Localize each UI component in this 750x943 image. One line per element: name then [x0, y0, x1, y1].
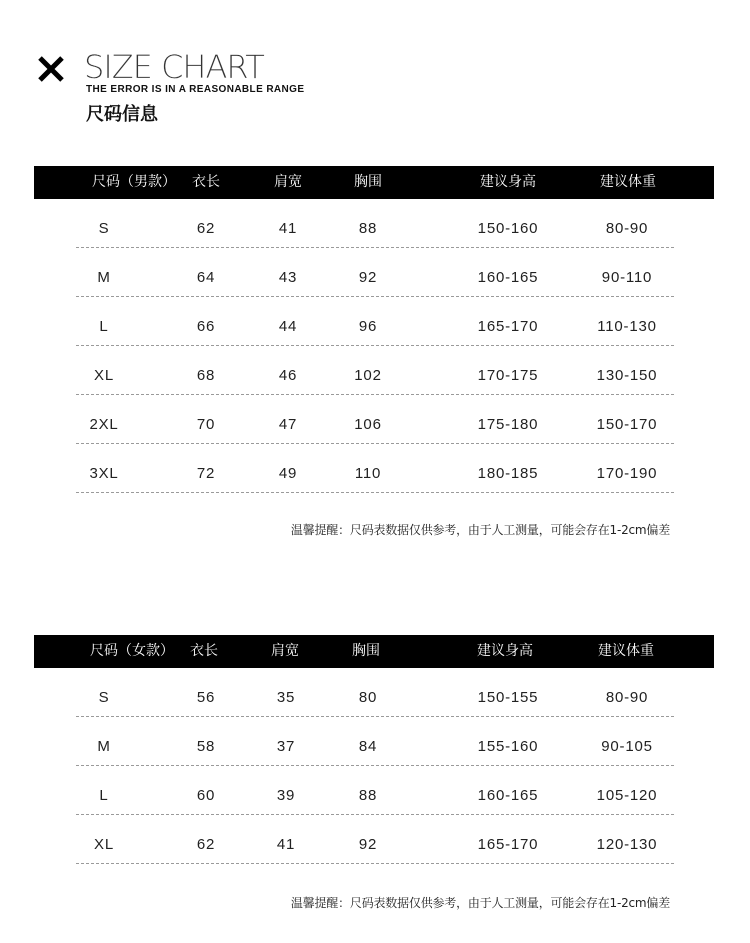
- height-cell: 165-170: [477, 318, 539, 335]
- table-row: [76, 815, 674, 864]
- size-cell: 2XL: [89, 416, 119, 433]
- column-header-size: 尺码（男款）: [92, 174, 176, 190]
- table-row: [76, 668, 674, 717]
- table-row: [76, 199, 674, 248]
- shoulder-cell: 41: [278, 220, 298, 237]
- size-cell: XL: [94, 367, 114, 384]
- column-header-height: 建议身高: [480, 174, 536, 190]
- shoulder-cell: 47: [278, 416, 298, 433]
- column-header-shoulder: 肩宽: [274, 174, 302, 190]
- height-cell: 160-165: [477, 269, 539, 286]
- size-cell: S: [98, 220, 110, 237]
- chest-cell: 84: [358, 738, 378, 755]
- column-header-length: 衣长: [192, 174, 220, 190]
- weight-cell: 150-170: [596, 416, 658, 433]
- column-header-weight: 建议体重: [598, 643, 654, 659]
- weight-cell: 90-105: [601, 738, 653, 755]
- size-cell: L: [99, 318, 109, 335]
- length-cell: 70: [196, 416, 216, 433]
- column-header-weight: 建议体重: [600, 174, 656, 190]
- women-table-header: [34, 635, 714, 668]
- weight-cell: 80-90: [605, 689, 649, 706]
- height-cell: 175-180: [477, 416, 539, 433]
- table-row: [76, 766, 674, 815]
- table-row: [76, 444, 674, 493]
- height-cell: 180-185: [477, 465, 539, 482]
- chest-cell: 102: [354, 367, 382, 384]
- chest-cell: 88: [358, 220, 378, 237]
- weight-cell: 110-130: [597, 318, 657, 335]
- chest-cell: 110: [354, 465, 382, 482]
- table-row: [76, 395, 674, 444]
- length-cell: 72: [196, 465, 216, 482]
- shoulder-cell: 49: [278, 465, 298, 482]
- length-cell: 58: [196, 738, 216, 755]
- size-cell: XL: [94, 836, 114, 853]
- chest-cell: 88: [358, 787, 378, 804]
- shoulder-cell: 46: [278, 367, 298, 384]
- length-cell: 66: [196, 318, 216, 335]
- length-cell: 60: [196, 787, 216, 804]
- length-cell: 62: [196, 220, 216, 237]
- weight-cell: 105-120: [596, 787, 658, 804]
- weight-cell: 90-110: [601, 269, 653, 286]
- column-header-height: 建议身高: [477, 643, 533, 659]
- close-x-icon: [36, 54, 66, 84]
- page-subtitle: THE ERROR IS IN A REASONABLE RANGE: [86, 84, 305, 95]
- length-cell: 56: [196, 689, 216, 706]
- size-cell: L: [99, 787, 109, 804]
- height-cell: 150-160: [477, 220, 539, 237]
- column-header-size: 尺码（女款）: [90, 643, 174, 659]
- column-header-length: 衣长: [190, 643, 218, 659]
- weight-cell: 80-90: [605, 220, 649, 237]
- page-title: SIZE CHART: [84, 48, 264, 86]
- height-cell: 170-175: [477, 367, 539, 384]
- table-row: [76, 248, 674, 297]
- table-row: [76, 297, 674, 346]
- men-size-table: [34, 166, 714, 496]
- chest-cell: 92: [358, 269, 378, 286]
- weight-cell: 130-150: [596, 367, 658, 384]
- table-row: [76, 346, 674, 395]
- weight-cell: 120-130: [596, 836, 658, 853]
- height-cell: 160-165: [477, 787, 539, 804]
- chest-cell: 92: [358, 836, 378, 853]
- column-header-chest: 胸围: [352, 643, 380, 659]
- shoulder-cell: 41: [276, 836, 296, 853]
- size-cell: M: [97, 738, 111, 755]
- size-info-heading: 尺码信息: [86, 104, 158, 125]
- length-cell: 62: [196, 836, 216, 853]
- size-cell: S: [98, 689, 110, 706]
- chest-cell: 96: [358, 318, 378, 335]
- column-header-shoulder: 肩宽: [271, 643, 299, 659]
- table-row: [76, 717, 674, 766]
- height-cell: 165-170: [477, 836, 539, 853]
- height-cell: 155-160: [477, 738, 539, 755]
- shoulder-cell: 39: [276, 787, 296, 804]
- men-measurement-note: 温馨提醒：尺码表数据仅供参考，由于人工测量，可能会存在1-2cm偏差: [290, 523, 670, 537]
- length-cell: 64: [196, 269, 216, 286]
- shoulder-cell: 37: [276, 738, 296, 755]
- women-size-table: [34, 635, 714, 867]
- weight-cell: 170-190: [596, 465, 658, 482]
- column-header-chest: 胸围: [354, 174, 382, 190]
- men-table-header: [34, 166, 714, 199]
- shoulder-cell: 44: [278, 318, 298, 335]
- height-cell: 150-155: [477, 689, 539, 706]
- size-cell: M: [97, 269, 111, 286]
- shoulder-cell: 35: [276, 689, 296, 706]
- shoulder-cell: 43: [278, 269, 298, 286]
- women-measurement-note: 温馨提醒：尺码表数据仅供参考，由于人工测量，可能会存在1-2cm偏差: [290, 896, 670, 910]
- chest-cell: 106: [354, 416, 382, 433]
- chest-cell: 80: [358, 689, 378, 706]
- length-cell: 68: [196, 367, 216, 384]
- size-cell: 3XL: [89, 465, 119, 482]
